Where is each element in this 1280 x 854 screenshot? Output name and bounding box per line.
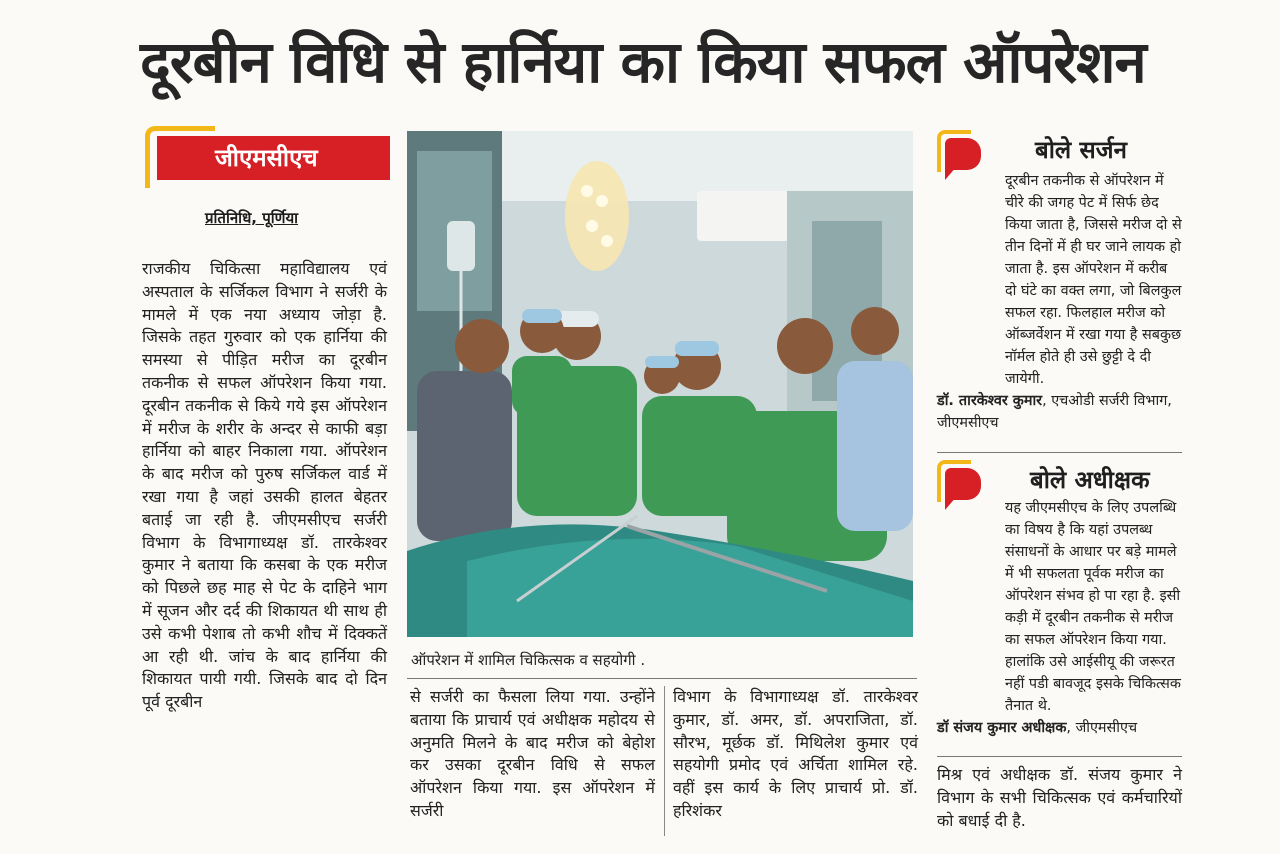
article-text-1: राजकीय चिकित्सा महाविद्यालय एवं अस्पताल के सर्जिकल विभाग ने सर्जरी के मामले में एक नया अध्याय जोड़ा है. जिसके तहत गुरुवार को एक हार्निया की समस्या से पीड़ित मरीज का दूरबीन तकनीक से सफल ऑपरेशन किया गया. दूरबीन तकनीक से किये गये इस ऑपरेशन में मरीज के शरीर के अन्दर से काफी बड़ा हार्निया को बाहर निकाला गया. ऑपरेशन के बाद मरीज को पुरुष सर्जिकल वार्ड में रखा गया है जहां उसकी हालत बेहतर बताई जा रही है. जीएमसीएच सर्जरी विभाग के विभागाध्यक्ष डॉ. तारकेश्वर कुमार ने बताया कि कसबा के एक मरीज को पिछले छह माह से पेट के दाहिने भाग में सूजन और दर्द की शिकायत थी साथ ही उसे कभी पेशाब तो कभी शौच में दिक्कतें आ रही थी. जांच के बाद हार्निया की शिकायत पायी गयी. जिसके बाद दो दिन पूर्व दूरबीन bbox=[142, 259, 387, 712]
surgeon-quote-title: बोले सर्जन bbox=[1035, 136, 1127, 164]
superintendent-role: , जीएमसीएच bbox=[1066, 720, 1138, 736]
surgeon-role: , एचओडी सर्जरी विभाग, जीएमसीएच bbox=[937, 393, 1172, 431]
surgeon-name: डॉ. तारकेश्वर कुमार bbox=[937, 393, 1043, 409]
surgeon-signature bbox=[937, 390, 1182, 434]
operation-photo-illustration bbox=[407, 131, 913, 637]
superintendent-quote bbox=[937, 497, 1182, 739]
operation-photo bbox=[407, 131, 913, 637]
article-column-2 bbox=[410, 686, 655, 823]
surgeon-quote bbox=[937, 170, 1182, 434]
headline: दूरबीन विधि से हार्निया का किया सफल ऑपरेशन bbox=[140, 28, 1146, 96]
superintendent-quote-text: यह जीएमसीएच के लिए उपलब्धि का विषय है कि यहां उपलब्ध संसाधनों के आधार पर बड़े मामले में भी सफलता पूर्वक मरीज का ऑपरेशन संभव हो पा रहा है. इसी कड़ी में दूरबीन तकनीक से मरीज का सफल ऑपरेशन किया गया. हालांकि उसे आईसीयू की जरूरत नहीं पडी बावजूद इसके चिकित्सक तैनात थे. bbox=[1005, 500, 1181, 714]
article-column-1 bbox=[142, 258, 387, 714]
column-divider bbox=[664, 686, 665, 836]
article-text-4: मिश्र एवं अधीक्षक डॉ. संजय कुमार ने विभाग के सभी चिकित्सक एवं कर्मचारियों को बधाई दी है. bbox=[937, 765, 1182, 830]
quote-divider bbox=[937, 452, 1182, 453]
byline: प्रतिनिधि, पूर्णिया bbox=[205, 209, 299, 227]
surgeon-quote-text: दूरबीन तकनीक से ऑपरेशन में चीरे की जगह पेट में सिर्फ छेद किया जाता है, जिससे मरीज दो से तीन दिनों में ही घर जाने लायक हो जाता है. इस ऑपरेशन में करीब दो घंटे का वक्त लगा, जो बिलकुल सफल रहा. फिलहाल मरीज को ऑब्जर्वेशन में रखा गया है सबकुछ नॉर्मल होते ही उसे छुट्टी दे दी जायेगी. bbox=[1005, 173, 1182, 387]
article-text-2: से सर्जरी का फैसला लिया गया. उन्होंने बताया कि प्राचार्य एवं अधीक्षक महोदय से अनुमति मिलने के बाद मरीज को बेहोश कर उसका दूरबीन विधि से सफल ऑपरेशन किया गया. इस ऑपरेशन में सर्जरी bbox=[410, 687, 655, 820]
section-tag bbox=[145, 126, 390, 188]
photo-caption: ऑपरेशन में शामिल चिकित्सक व सहयोगी . bbox=[411, 651, 646, 669]
superintendent-name: डॉ संजय कुमार अधीक्षक bbox=[937, 720, 1067, 736]
section-tag-label: जीएमसीएच bbox=[157, 136, 390, 180]
article-text-3: विभाग के विभागाध्यक्ष डॉ. तारकेश्वर कुमार, डॉ. अमर, डॉ. अपराजिता, डॉ. सौरभ, मूर्छक डॉ. मिथिलेश कुमार एवं सहयोगी प्रमोद एवं अर्चिता शामिल रहे. वहीं इस कार्य के लिए प्राचार्य प्रो. डॉ. हरिशंकर bbox=[673, 687, 918, 820]
quote-divider bbox=[937, 756, 1182, 757]
superintendent-quote-title: बोले अधीक्षक bbox=[1030, 466, 1150, 494]
superintendent-signature bbox=[937, 717, 1182, 739]
article-column-4 bbox=[937, 764, 1182, 832]
caption-divider bbox=[407, 678, 917, 679]
article-column-3 bbox=[673, 686, 918, 823]
